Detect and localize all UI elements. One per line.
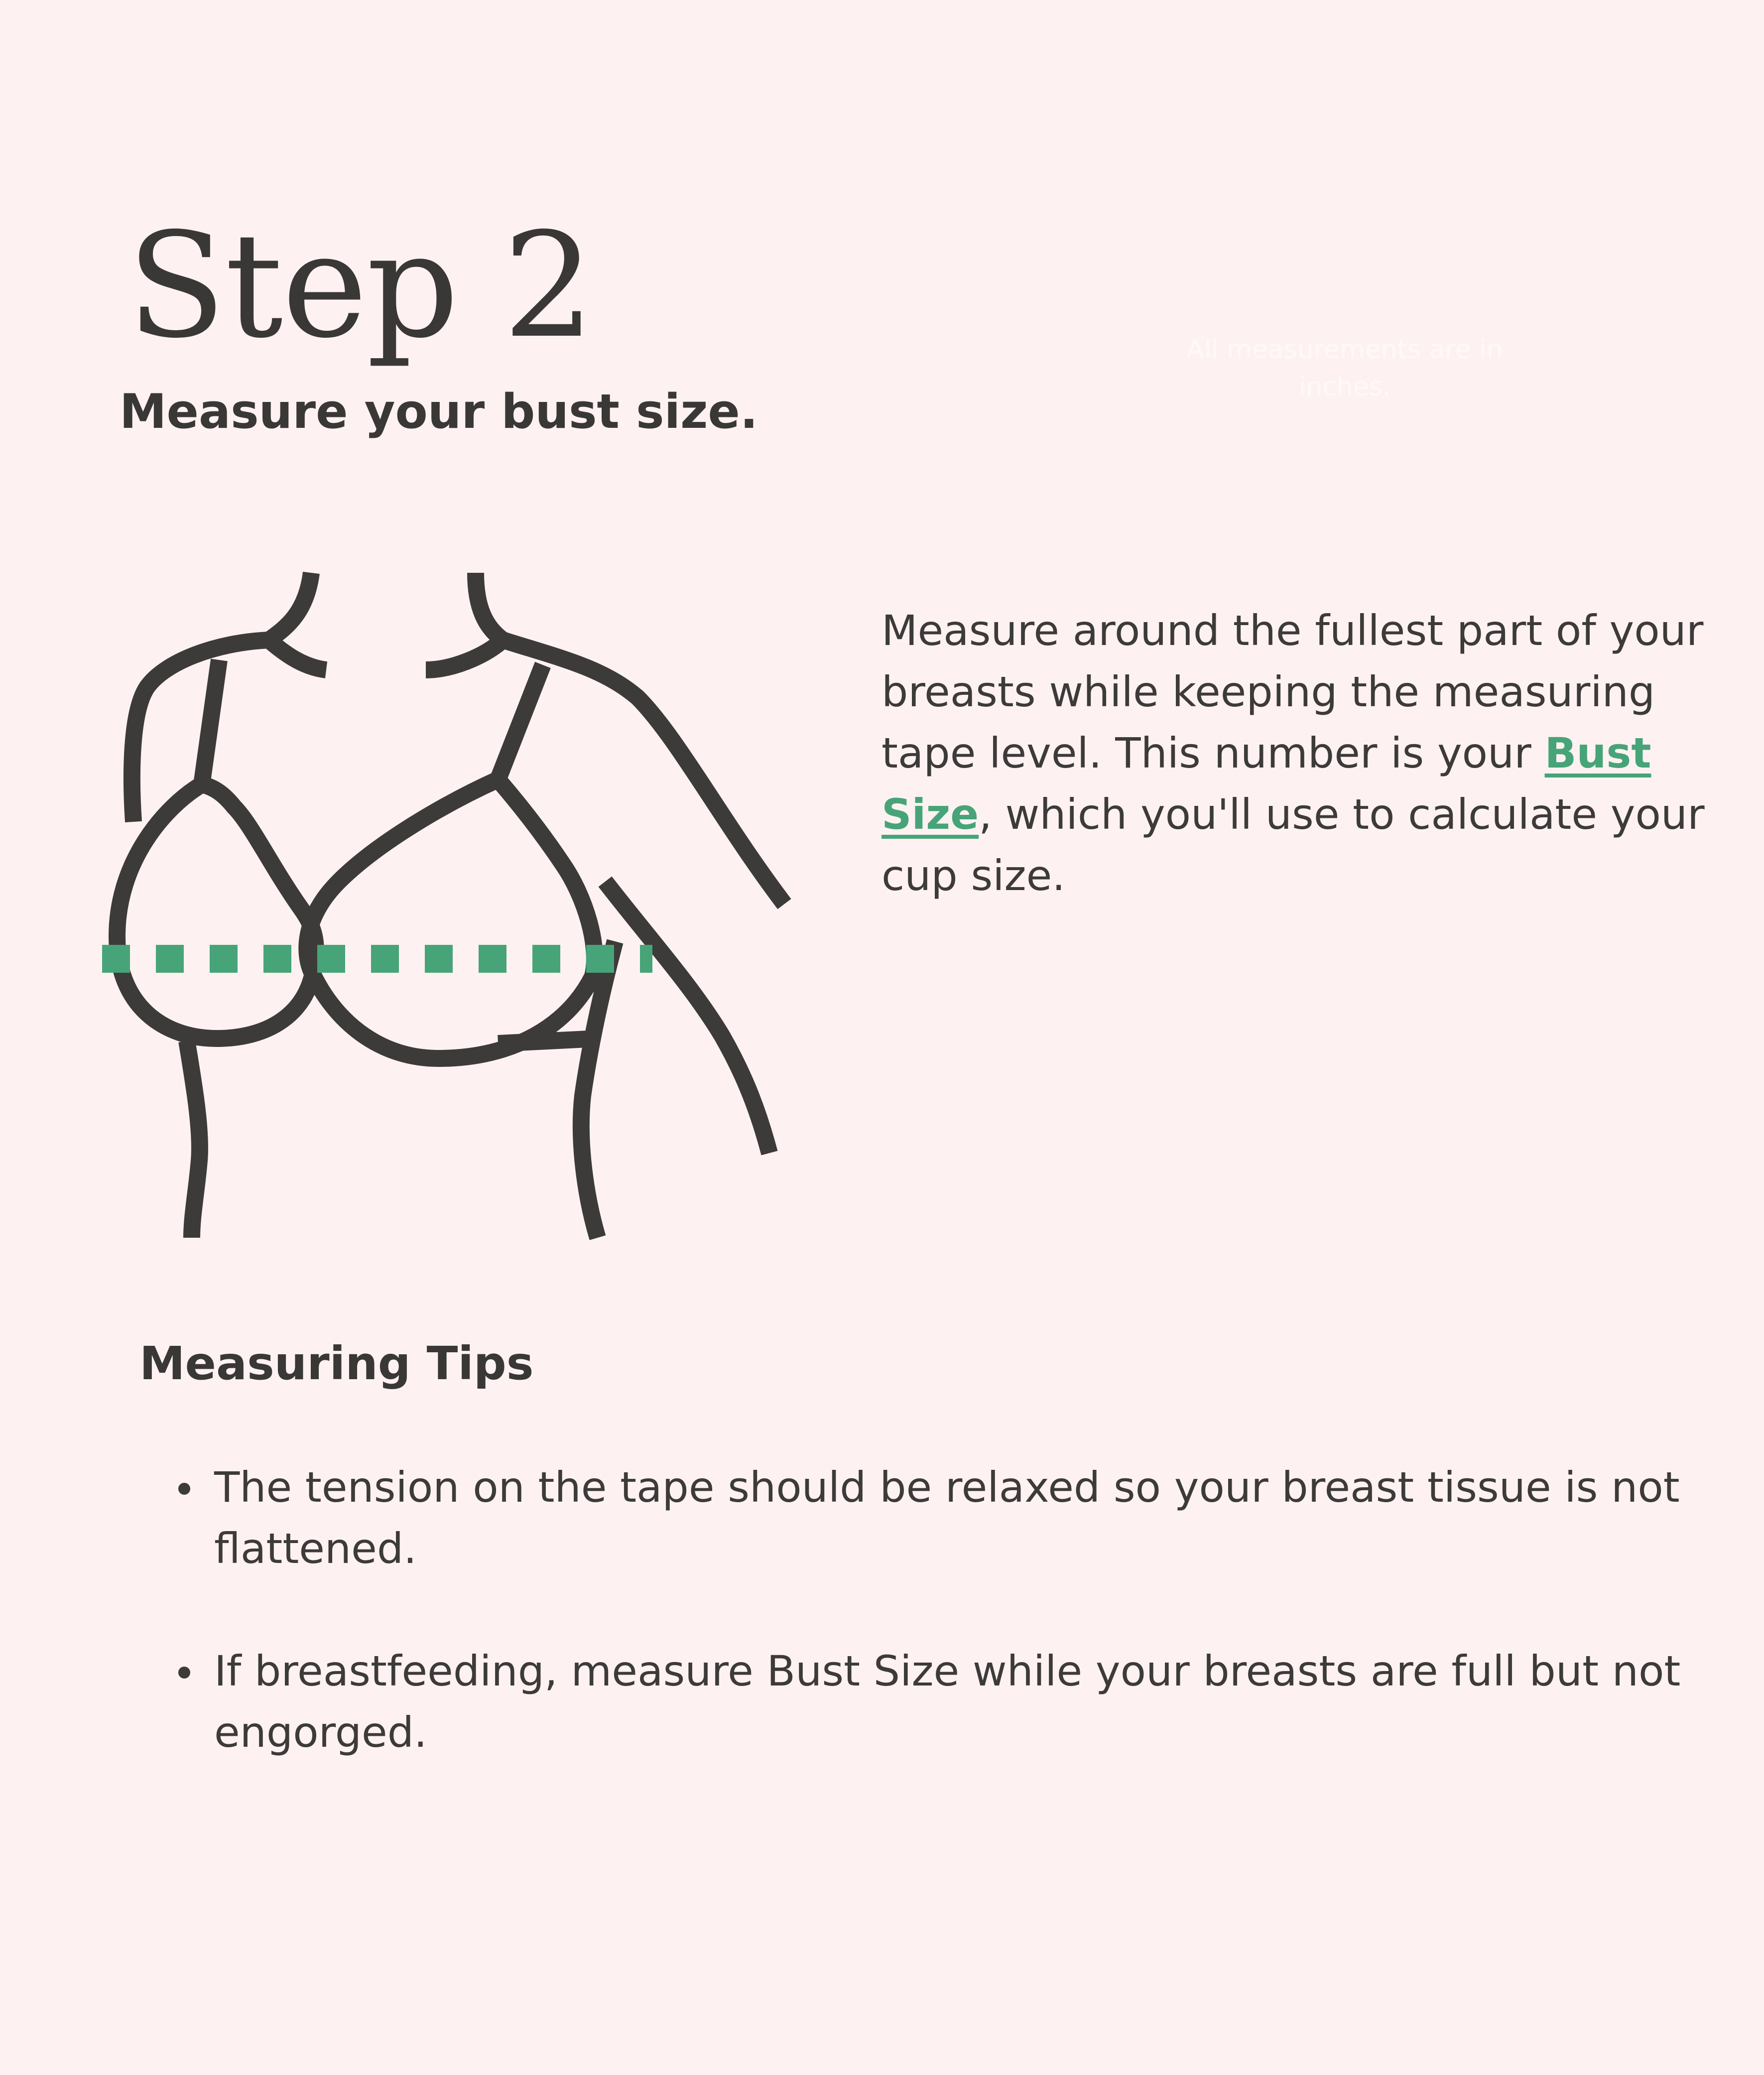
bust-measurement-icon [90, 558, 812, 1255]
step-title: Step 2 [127, 202, 594, 370]
right-band [498, 1038, 598, 1043]
bust-description [882, 600, 1708, 907]
tip-text: The tension on the tape should be relaxed so your breast tissue is not flattened. [214, 1463, 1680, 1573]
right-cup [307, 779, 595, 1058]
left-torso-outline [187, 1041, 200, 1238]
tip-text: If breastfeeding, measure Bust Size while your breasts are full but not engorged. [214, 1647, 1681, 1757]
right-strap [498, 665, 543, 779]
neck-left-outline [269, 573, 326, 670]
measuring-tips-list [169, 1457, 1688, 1824]
description-text-end: , which you'll use to calculate your cup size. [882, 790, 1705, 900]
step-subtitle: Measure your bust size. [120, 385, 758, 439]
right-inner-arm [605, 882, 769, 1153]
measuring-tips-heading: Measuring Tips [139, 1337, 534, 1390]
units-note: All measurements are in inches. [1186, 335, 1503, 402]
left-strap [202, 660, 219, 784]
bullet-icon [178, 1667, 190, 1679]
bullet-icon [178, 1483, 190, 1495]
neck-right-outline [426, 573, 503, 670]
bust-size-link[interactable]: Bust Size [882, 729, 1651, 839]
description-text: Measure around the fullest part of your breasts while keeping the measuring tape level. This number is your [882, 606, 1704, 778]
list-item [169, 1641, 1688, 1763]
left-cup [117, 784, 316, 1038]
list-item [169, 1457, 1688, 1579]
